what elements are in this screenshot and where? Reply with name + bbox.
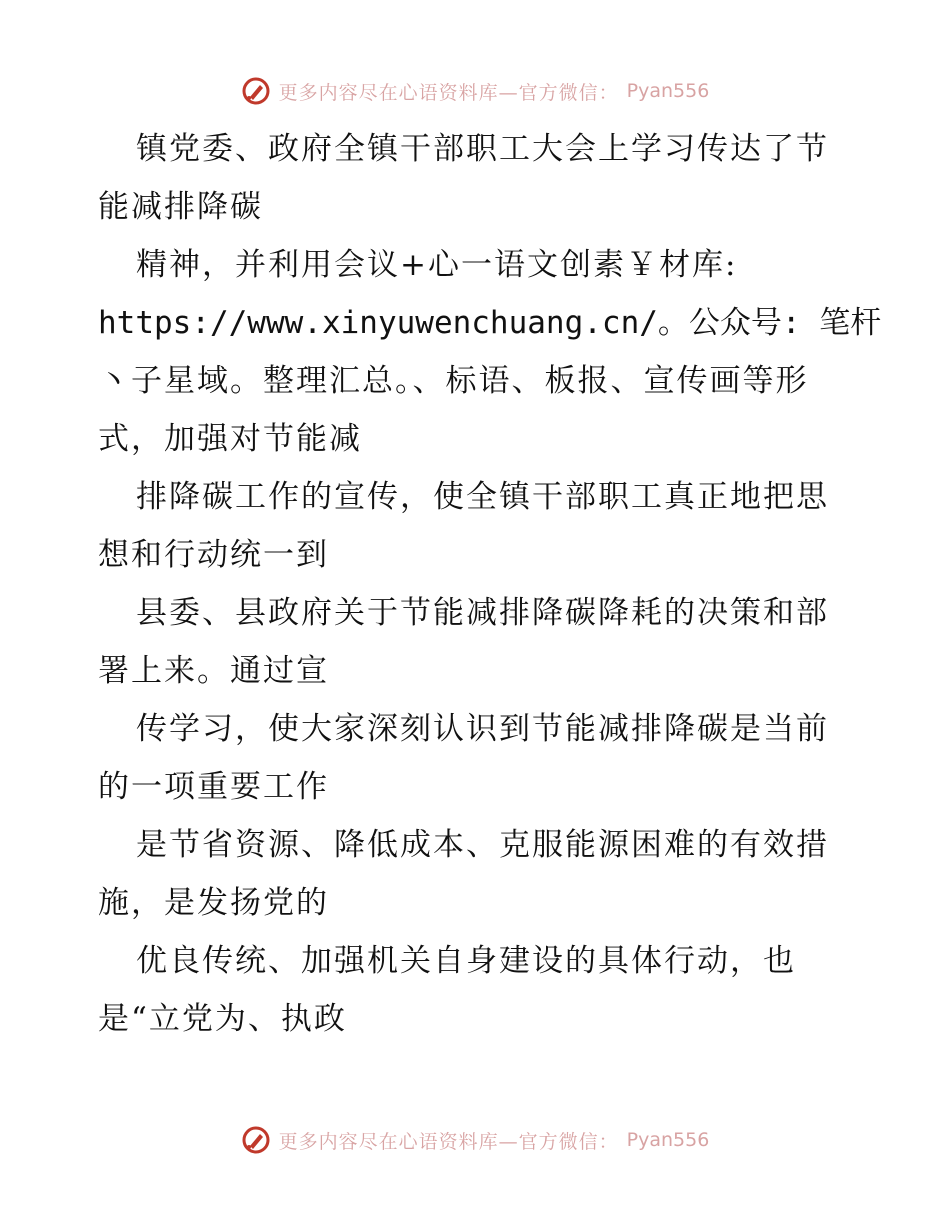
text-line: 想和行动统一到: [98, 537, 329, 573]
text-line: 的一项重要工作: [98, 769, 329, 805]
header-watermark: [0, 71, 950, 111]
footer-watermark: [0, 1120, 950, 1160]
text-line: 是节省资源、降低成本、克服能源困难的有效措: [136, 827, 829, 863]
pen-logo-icon: [241, 1125, 271, 1155]
text-line: 排降碳工作的宣传，使全镇干部职工真正地把思: [136, 479, 829, 515]
text-line: 能减排降碳: [98, 189, 263, 225]
pen-logo-icon: [241, 76, 271, 106]
text-line: 式，加强对节能减: [98, 421, 362, 457]
text-line: 是“立党为、执政: [98, 1001, 347, 1037]
watermark-wechat-id: Pyan556: [626, 1129, 710, 1151]
text-line: 署上来。通过宣: [98, 653, 329, 689]
document-body: [98, 120, 882, 1048]
text-line: 镇党委、政府全镇干部职工大会上学习传达了节: [136, 131, 829, 167]
watermark-text: 更多内容尽在心语资料库—官方微信：: [278, 1130, 619, 1153]
text-line: 优良传统、加强机关自身建设的具体行动，也: [136, 943, 796, 979]
text-line: 传学习，使大家深刻认识到节能减排降碳是当前: [136, 711, 829, 747]
watermark-text: 更多内容尽在心语资料库—官方微信：: [278, 81, 619, 104]
watermark-wechat-id: Pyan556: [626, 80, 710, 102]
text-line: 施，是发扬党的: [98, 885, 329, 921]
text-line: 精神，并利用会议+心一语文创素￥材库:: [136, 247, 738, 283]
text-line-url: https://www.xinyuwenchuang.cn/。公众号: 笔杆: [98, 305, 882, 341]
text-line: 县委、县政府关于节能减排降碳降耗的决策和部: [136, 595, 829, 631]
text-line: 丶子星域。整理汇总。、标语、板报、宣传画等形: [98, 363, 809, 399]
